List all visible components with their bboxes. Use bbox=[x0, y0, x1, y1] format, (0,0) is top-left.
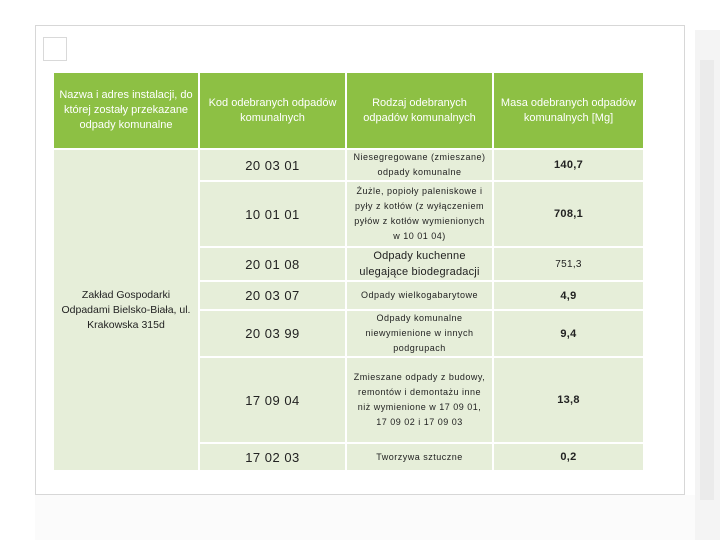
installation-cell: Zakład Gospodarki Odpadami Bielsko-Biała, ul. Krakowska 315d bbox=[53, 149, 199, 471]
mass-cell: 140,7 bbox=[493, 149, 644, 181]
kind-cell: Tworzywa sztuczne bbox=[346, 443, 493, 471]
table-row bbox=[53, 149, 644, 181]
kind-cell: Zmieszane odpady z budowy, remontów i demontażu inne niż wymienione w 17 09 01, 17 09 02 i 17 09 03 bbox=[346, 357, 493, 443]
mass-cell: 9,4 bbox=[493, 310, 644, 357]
code-cell: 20 03 99 bbox=[199, 310, 346, 357]
kind-cell: Żużle, popioły paleniskowe i pyły z kotłów (z wyłączeniem pyłów z kotłów wymienionych w 10 01 04) bbox=[346, 181, 493, 247]
kind-cell: Niesegregowane (zmieszane) odpady komunalne bbox=[346, 149, 493, 181]
kind-cell: Odpady wielkogabarytowe bbox=[346, 281, 493, 310]
header-mass: Masa odebranych odpadów komunalnych [Mg] bbox=[493, 72, 644, 149]
header-code: Kod odebranych odpadów komunalnych bbox=[199, 72, 346, 149]
table-header-row bbox=[53, 72, 644, 149]
decorative-bottom-band bbox=[35, 495, 695, 540]
code-cell: 17 02 03 bbox=[199, 443, 346, 471]
code-cell: 17 09 04 bbox=[199, 357, 346, 443]
decorative-side-bar-inner bbox=[700, 60, 714, 500]
mass-cell: 13,8 bbox=[493, 357, 644, 443]
mass-cell: 0,2 bbox=[493, 443, 644, 471]
code-cell: 20 03 07 bbox=[199, 281, 346, 310]
header-installation: Nazwa i adres instalacji, do której zostały przekazane odpady komunalne bbox=[53, 72, 199, 149]
code-cell: 20 03 01 bbox=[199, 149, 346, 181]
waste-table bbox=[52, 71, 645, 472]
code-cell: 10 01 01 bbox=[199, 181, 346, 247]
mass-cell: 4,9 bbox=[493, 281, 644, 310]
code-cell: 20 01 08 bbox=[199, 247, 346, 281]
header-kind: Rodzaj odebranych odpadów komunalnych bbox=[346, 72, 493, 149]
mass-cell: 708,1 bbox=[493, 181, 644, 247]
kind-cell: Odpady kuchenne ulegające biodegradacji bbox=[346, 247, 493, 281]
mass-cell: 751,3 bbox=[493, 247, 644, 281]
kind-cell: Odpady komunalne niewymienione w innych podgrupach bbox=[346, 310, 493, 357]
decorative-square bbox=[43, 37, 67, 61]
